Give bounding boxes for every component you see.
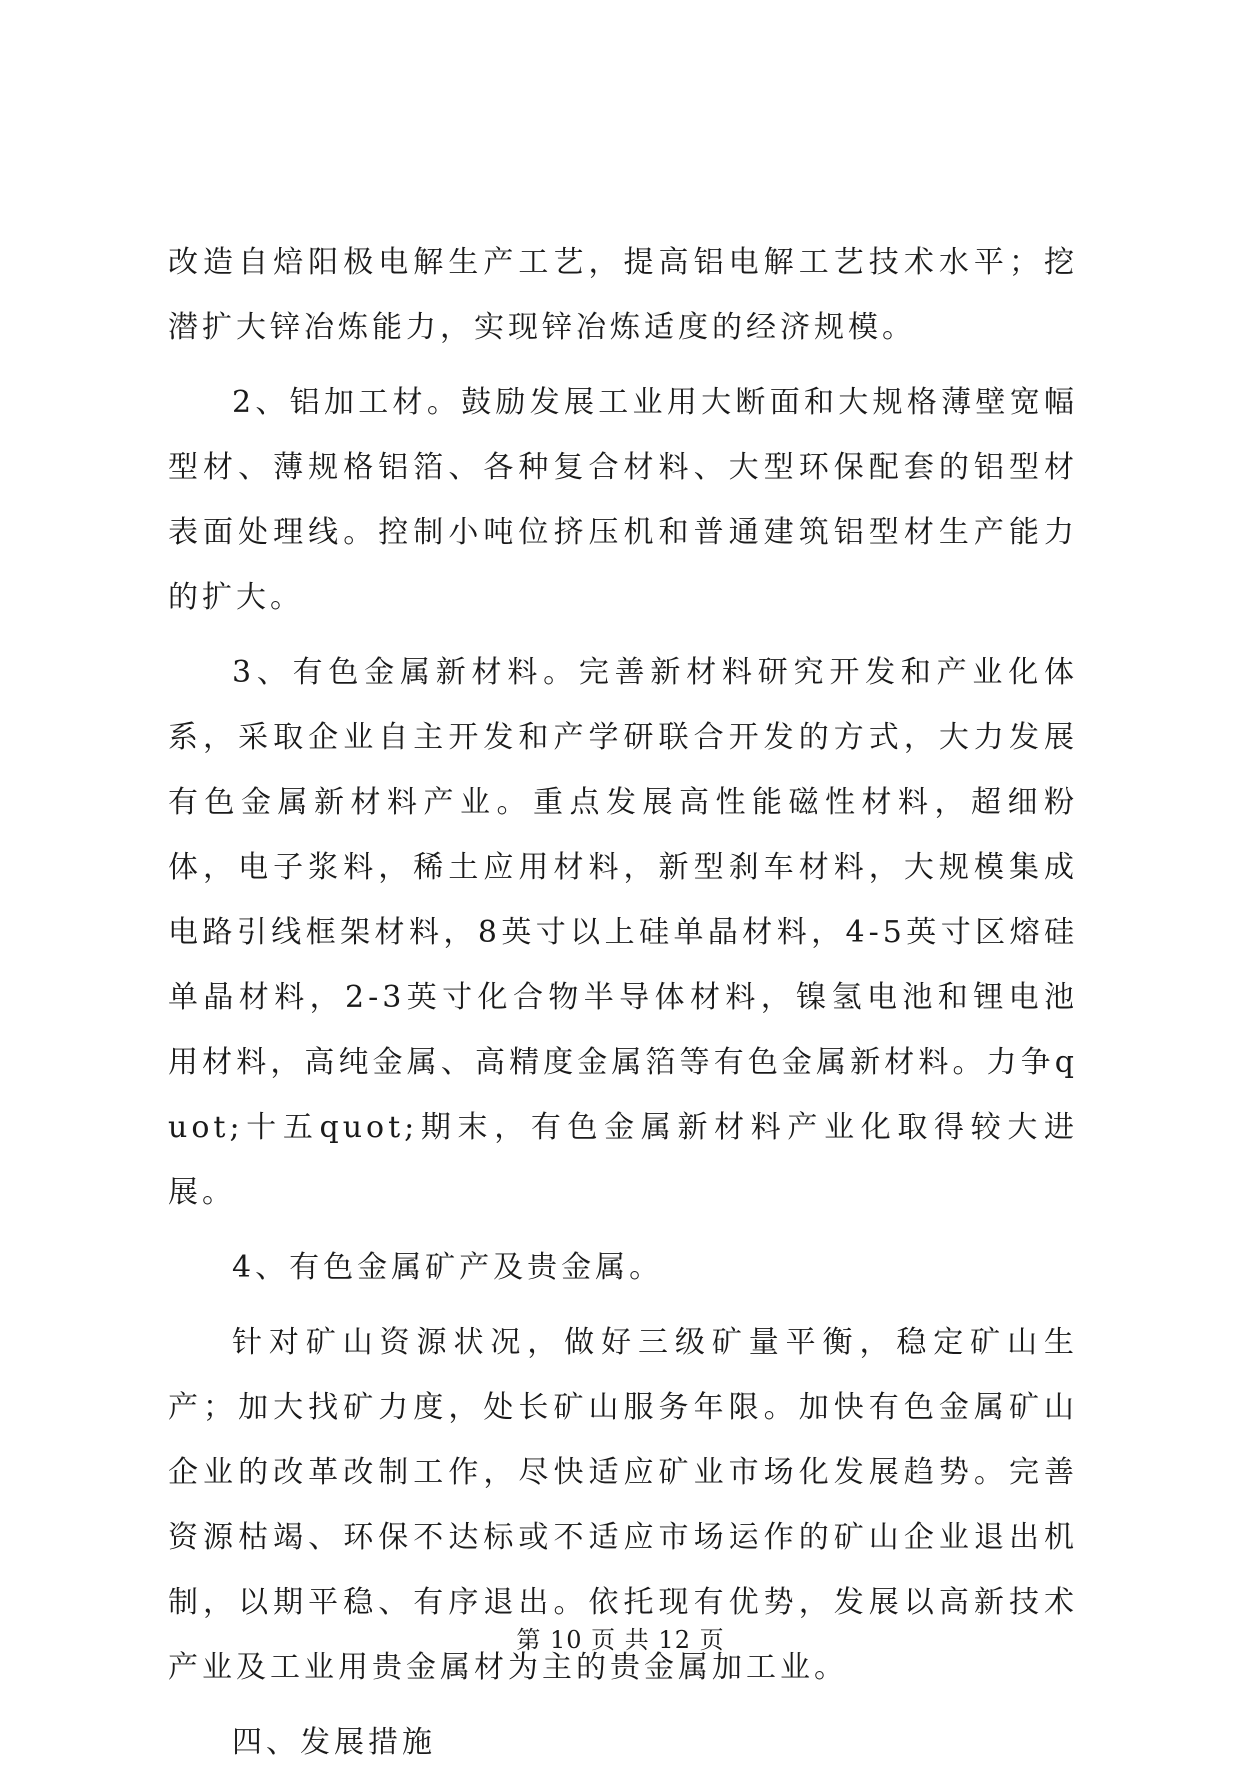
section-heading-measures: 四、发展措施	[232, 1725, 436, 1760]
paragraph-continuation: 改造自焙阳极电解生产工艺，提高铝电解工艺技术水平；挖潜扩大锌冶炼能力，实现锌冶炼适度的经济规模。	[168, 245, 1078, 345]
page-number-footer: 第 10 页 共 12 页	[516, 1626, 725, 1654]
paragraph-mining: 针对矿山资源状况，做好三级矿量平衡，稳定矿山生产；加大找矿力度，处长矿山服务年限。加快有色金属矿山企业的改革改制工作，尽快适应矿业市场化发展趋势。完善资源枯竭、环保不达标或不适应市场运作的矿山企业退出机制，以期平稳、有序退出。依托现有优势，发展以高新技术产业及工业用贵金属材为主的贵金属加工业。	[168, 1325, 1078, 1685]
paragraph-aluminum-processing: 2、铝加工材。鼓励发展工业用大断面和大规格薄壁宽幅型材、薄规格铝箔、各种复合材料、大型环保配套的铝型材表面处理线。控制小吨位挤压机和普通建筑铝型材生产能力的扩大。	[168, 385, 1078, 615]
document-body	[168, 230, 1078, 1775]
paragraph-minerals-heading: 4、有色金属矿产及贵金属。	[232, 1250, 664, 1285]
paragraph-new-materials: 3、有色金属新材料。完善新材料研究开发和产业化体系，采取企业自主开发和产学研联合开发的方式，大力发展有色金属新材料产业。重点发展高性能磁性材料，超细粉体，电子浆料，稀土应用材料，新型刹车材料，大规模集成电路引线框架材料，8英寸以上硅单晶材料，4-5英寸区熔硅单晶材料，2-3英寸化合物半导体材料，镍氢电池和锂电池用材料，高纯金属、高精度金属箔等有色金属新材料。力争quot;十五quot;期末，有色金属新材料产业化取得较大进展。	[168, 655, 1078, 1210]
